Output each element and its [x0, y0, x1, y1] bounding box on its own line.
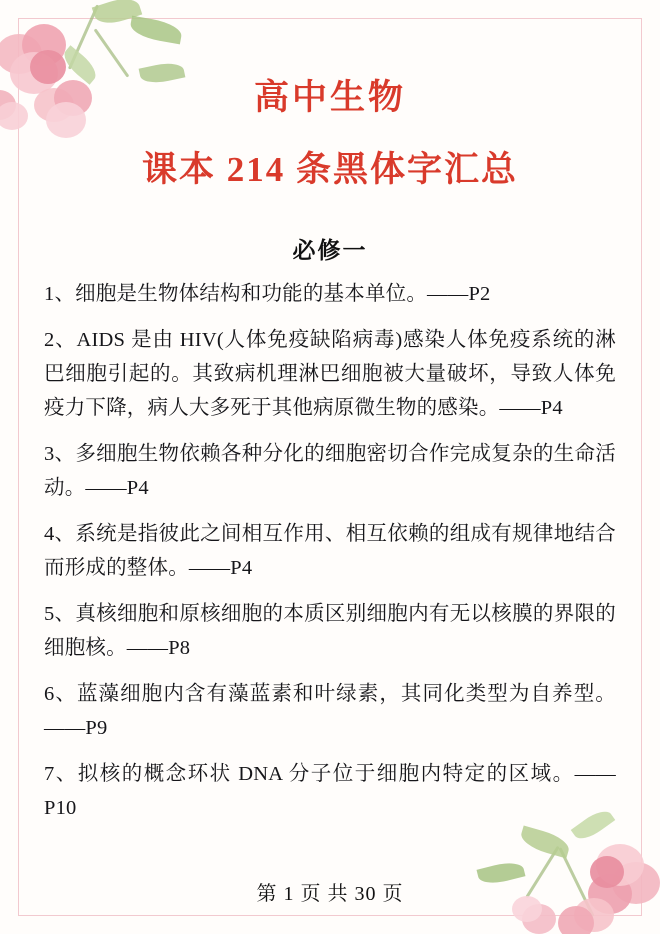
list-item: 5、真核细胞和原核细胞的本质区别细胞内有无以核膜的界限的细胞核。——P8 — [44, 603, 616, 659]
list-item: 4、系统是指彼此之间相互作用、相互依赖的组成有规律地结合而形成的整体。——P4 — [44, 523, 616, 579]
document-content — [44, 48, 616, 888]
list-item: 1、细胞是生物体结构和功能的基本单位。——P2 — [44, 283, 491, 305]
list-item: 3、多细胞生物依赖各种分化的细胞密切合作完成复杂的生命活动。——P4 — [44, 443, 616, 499]
page-title-line2: 课本 214 条黑体字汇总 — [141, 150, 518, 189]
page-footer: 第 1 页 共 30 页 — [256, 883, 404, 905]
section-title: 必修一 — [292, 238, 368, 263]
list-item: 2、AIDS 是由 HIV(人体免疫缺陷病毒)感染人体免疫系统的淋巴细胞引起的。其致病机理淋巴细胞被大量破坏，导致人体免疫力下降，病人大多死于其他病原微生物的感染。——P4 — [44, 329, 616, 419]
list-item: 6、蓝藻细胞内含有藻蓝素和叶绿素，其同化类型为自养型。——P9 — [44, 683, 616, 739]
list-item: 7、拟核的概念环状 DNA 分子位于细胞内特定的区域。——P10 — [44, 763, 616, 819]
page-title-line1: 高中生物 — [253, 78, 406, 117]
